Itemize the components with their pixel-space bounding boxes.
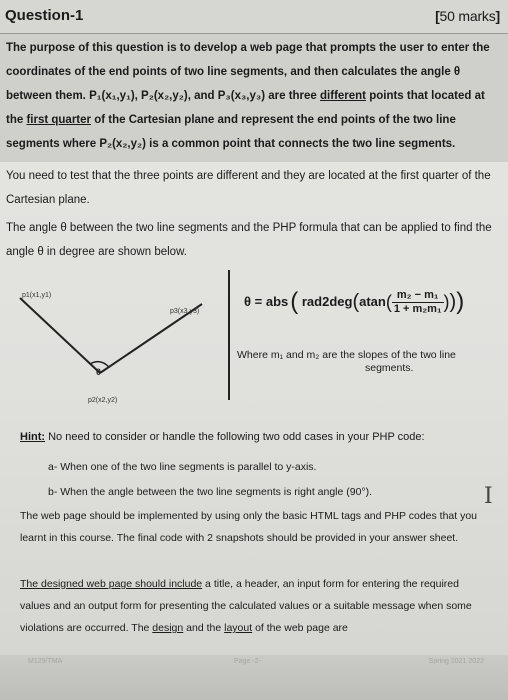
layout-word: layout	[224, 622, 253, 634]
slopes-note-line1: Where m₁ and m₂ are the slopes of the two line	[237, 349, 456, 361]
design-paragraph	[20, 573, 480, 639]
intro-text-3: , and P	[187, 90, 226, 102]
figure-divider	[228, 270, 230, 400]
segment-p1-p2	[20, 298, 100, 373]
formula-paren-close-3: )	[443, 292, 450, 312]
question-header	[0, 0, 508, 34]
hint-label: Hint:	[20, 431, 46, 443]
formula-paren-open-2: (	[352, 291, 360, 313]
footer-page-number: Page -2-	[234, 658, 261, 665]
implementation-paragraph: The web page should be implemented by using only the basic HTML tags and PHP codes that you learnt in this course. The final code with 2 snapshots should be provided in your answer sheet.	[20, 510, 478, 544]
point-p2-common: ₂(x₂,y₂)	[106, 138, 146, 150]
design-text-1: a title, a header, an input form for entering the required values and an output form for presenting the calculated values or a suitable message when some violations are occurred. The	[20, 578, 472, 634]
text-cursor-icon: I	[484, 484, 493, 509]
formula-fraction	[392, 289, 444, 316]
footer-semester: Spring 2021 2022	[428, 658, 484, 665]
marks-open-bracket: [	[435, 8, 440, 24]
intro-paragraph	[6, 36, 498, 156]
formula-denominator: 1 + m₂m₁	[393, 303, 442, 316]
design-word: design	[152, 622, 184, 634]
formula-paragraph: The angle θ between the two line segments and the PHP formula that can be applied to find the angle θ in degree are shown below.	[6, 222, 492, 258]
design-text-3: of the web page are	[252, 622, 348, 634]
p2-label: p2(x2,y2)	[88, 397, 118, 404]
intro-text-7: is a common point that connects the two line segments.	[145, 138, 456, 150]
point-p3: ₃(x₃,y₃)	[225, 90, 266, 102]
angle-formula	[244, 288, 464, 316]
different-emphasis: different	[320, 90, 367, 102]
hint-item-a: a- When one of the two line segments is parallel to y-axis.	[48, 461, 317, 473]
marks-label	[435, 8, 500, 24]
hint-text: No need to consider or handle the following two odd cases in your PHP code:	[45, 431, 425, 443]
marks-close-bracket: ]	[495, 8, 500, 24]
design-requirement-lead: The designed web page should include	[20, 578, 203, 590]
formula-paren-open-3: (	[385, 292, 392, 312]
formula-paren-close-2: )	[449, 291, 457, 313]
p3-label: p3(x3,y3)	[170, 308, 200, 315]
design-text-2: and the	[183, 622, 225, 634]
marks-text: 50 marks	[439, 8, 496, 24]
question-title: Question-1	[5, 7, 84, 24]
formula-paren-close: )	[456, 288, 465, 315]
formula-numerator: m₂ − m₁	[392, 289, 444, 303]
page-footer	[0, 655, 508, 700]
formula-atan: atan	[359, 294, 386, 309]
hint-item-b: b- When the angle between the two line segments is right angle (90°).	[48, 486, 373, 498]
formula-lhs: θ = abs	[244, 294, 289, 309]
p1-label: p1(x1,y1)	[22, 292, 52, 299]
intro-text-4: are three	[265, 90, 321, 102]
slopes-note-line2: segments.	[365, 362, 414, 374]
first-quarter-emphasis: first quarter	[26, 114, 91, 126]
intro-text-6: of the Cartesian plane and represent the end points of the two line segments where P	[6, 114, 456, 150]
angle-figure	[12, 270, 500, 416]
intro-text-1: The purpose of this question is to develop a web page that prompts the user to enter the coordinates of the end points of two line segments, and then calculates the angle θ between them. P	[6, 42, 490, 102]
intro-text-2: , P	[134, 90, 149, 102]
test-paragraph: You need to test that the three points are different and they are located at the first quarter of the Cartesian plane.	[6, 170, 491, 206]
slopes-note	[237, 349, 497, 375]
point-p2: ₂(x₂,y₂)	[148, 90, 188, 102]
intro-text-5: points that located at the	[6, 90, 485, 126]
formula-rad2deg: rad2deg	[301, 294, 353, 309]
formula-paren-open: (	[290, 288, 299, 315]
theta-label: θ	[96, 367, 101, 377]
footer-course: M129/TMA	[28, 658, 63, 665]
hint-line	[20, 431, 425, 443]
point-p1: ₁(x₁,y₁)	[96, 90, 135, 102]
angle-diagram	[12, 270, 222, 410]
